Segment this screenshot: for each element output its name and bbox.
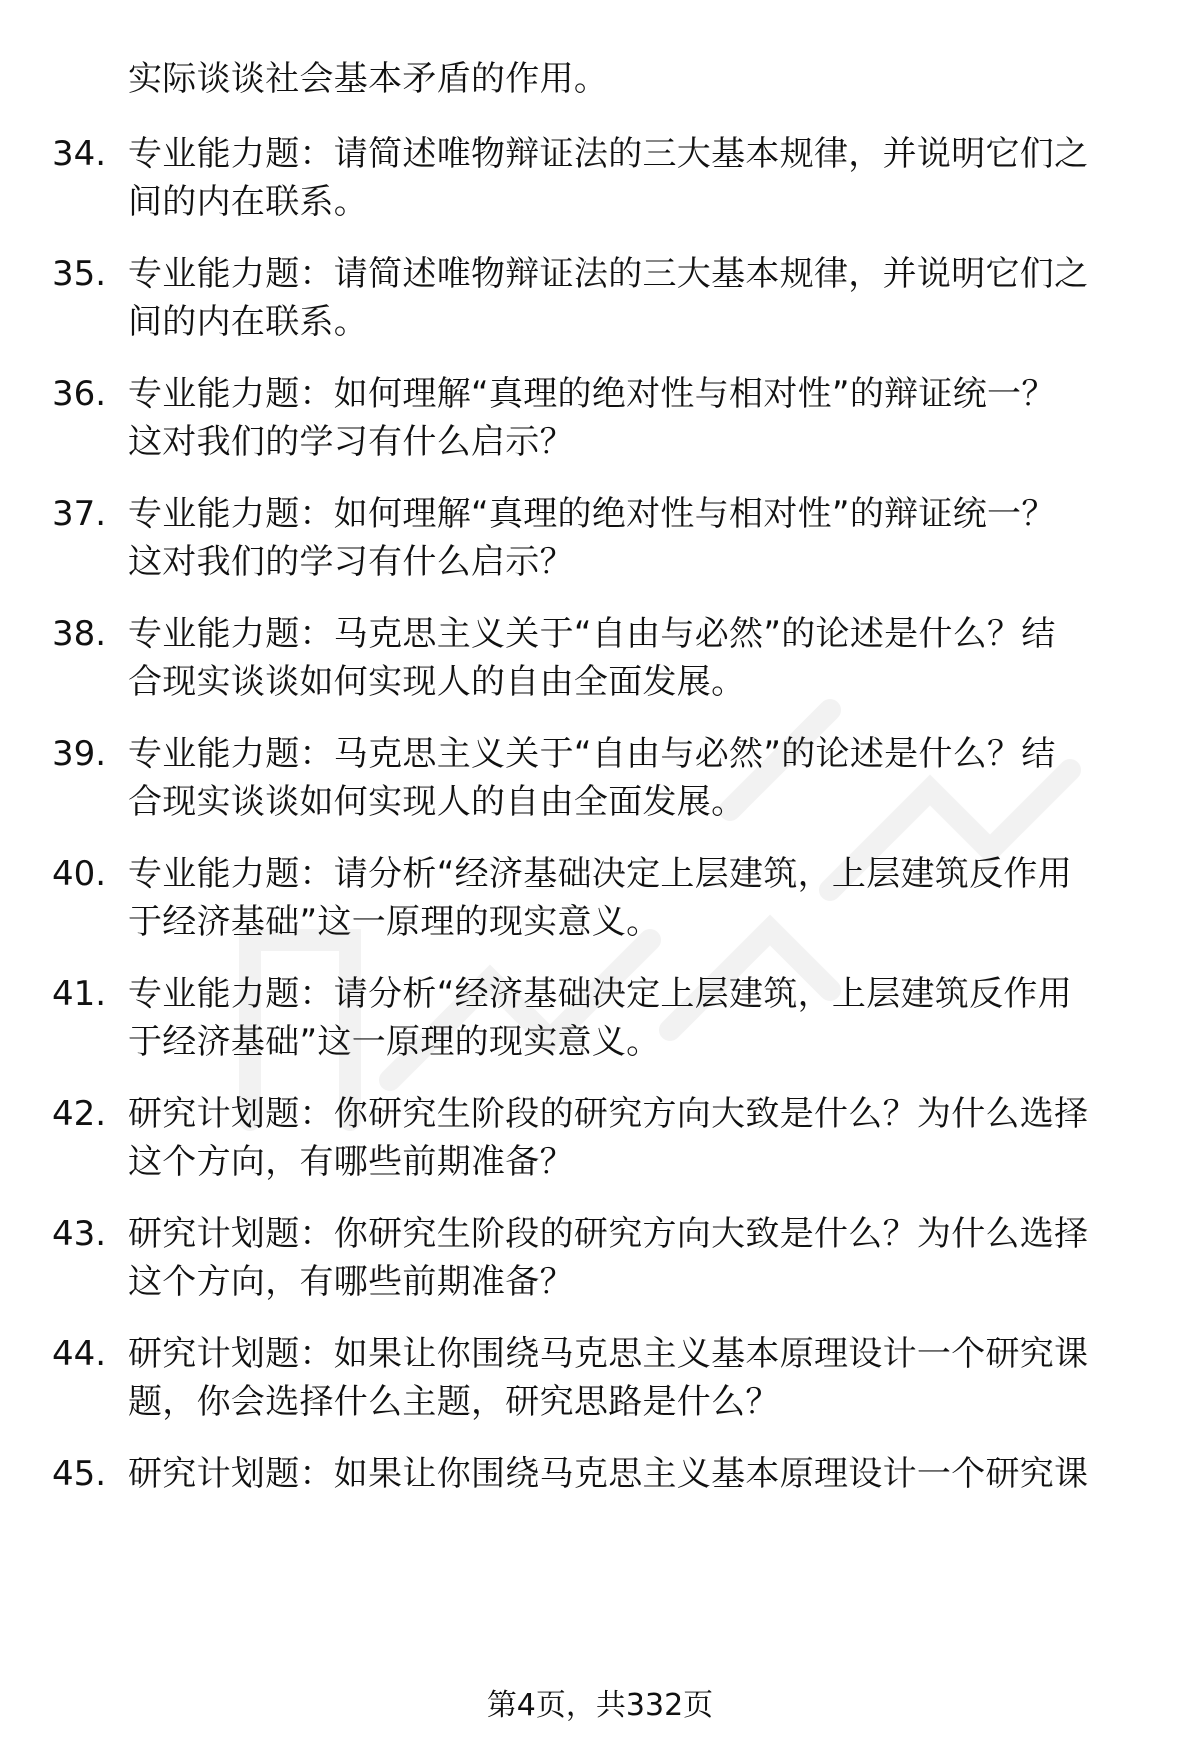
item-number: 38. bbox=[52, 614, 107, 654]
item-text-line1: 专业能力题：如何理解“真理的绝对性与相对性”的辩证统一？ bbox=[128, 374, 1056, 414]
item-text-line2: 间的内在联系。 bbox=[128, 182, 369, 222]
item-text-line2: 间的内在联系。 bbox=[128, 302, 369, 342]
item-number: 34. bbox=[52, 134, 107, 174]
item-text-line2: 这个方向，有哪些前期准备？ bbox=[128, 1262, 574, 1302]
item-text-line2: 合现实谈谈如何实现人的自由全面发展。 bbox=[128, 662, 746, 702]
item-text-line1: 研究计划题：你研究生阶段的研究方向大致是什么？为什么选择 bbox=[128, 1214, 1089, 1254]
item-number: 35. bbox=[52, 254, 107, 294]
item-text-line2: 合现实谈谈如何实现人的自由全面发展。 bbox=[128, 782, 746, 822]
item-number: 44. bbox=[52, 1334, 107, 1374]
item-number: 39. bbox=[52, 734, 107, 774]
item-text-line1: 专业能力题：马克思主义关于“自由与必然”的论述是什么？结 bbox=[128, 614, 1056, 654]
item-text-line1: 研究计划题：如果让你围绕马克思主义基本原理设计一个研究课 bbox=[128, 1454, 1089, 1494]
intro-continuation-line: 实际谈谈社会基本矛盾的作用。 bbox=[128, 59, 609, 99]
item-text-line2: 这对我们的学习有什么启示？ bbox=[128, 542, 574, 582]
item-text-line1: 专业能力题：马克思主义关于“自由与必然”的论述是什么？结 bbox=[128, 734, 1056, 774]
item-number: 40. bbox=[52, 854, 107, 894]
item-text-line2: 这对我们的学习有什么启示？ bbox=[128, 422, 574, 462]
item-text-line2: 于经济基础”这一原理的现实意义。 bbox=[128, 1022, 661, 1062]
item-number: 37. bbox=[52, 494, 107, 534]
item-number: 42. bbox=[52, 1094, 107, 1134]
item-text-line2: 这个方向，有哪些前期准备？ bbox=[128, 1142, 574, 1182]
item-number: 43. bbox=[52, 1214, 107, 1254]
item-text-line1: 研究计划题：如果让你围绕马克思主义基本原理设计一个研究课 bbox=[128, 1334, 1089, 1374]
item-text-line1: 专业能力题：请简述唯物辩证法的三大基本规律，并说明它们之 bbox=[128, 134, 1089, 174]
item-text-line1: 专业能力题：请分析“经济基础决定上层建筑，上层建筑反作用 bbox=[128, 974, 1073, 1014]
item-number: 41. bbox=[52, 974, 107, 1014]
page-footer: 第4页，共332页 bbox=[486, 1688, 714, 1723]
item-text-line1: 专业能力题：请分析“经济基础决定上层建筑，上层建筑反作用 bbox=[128, 854, 1073, 894]
item-text-line1: 专业能力题：如何理解“真理的绝对性与相对性”的辩证统一？ bbox=[128, 494, 1056, 534]
item-text-line1: 专业能力题：请简述唯物辩证法的三大基本规律，并说明它们之 bbox=[128, 254, 1089, 294]
item-text-line2: 题，你会选择什么主题，研究思路是什么？ bbox=[128, 1382, 780, 1422]
item-text-line1: 研究计划题：你研究生阶段的研究方向大致是什么？为什么选择 bbox=[128, 1094, 1089, 1134]
item-text-line2: 于经济基础”这一原理的现实意义。 bbox=[128, 902, 661, 942]
item-number: 36. bbox=[52, 374, 107, 414]
item-number: 45. bbox=[52, 1454, 107, 1494]
